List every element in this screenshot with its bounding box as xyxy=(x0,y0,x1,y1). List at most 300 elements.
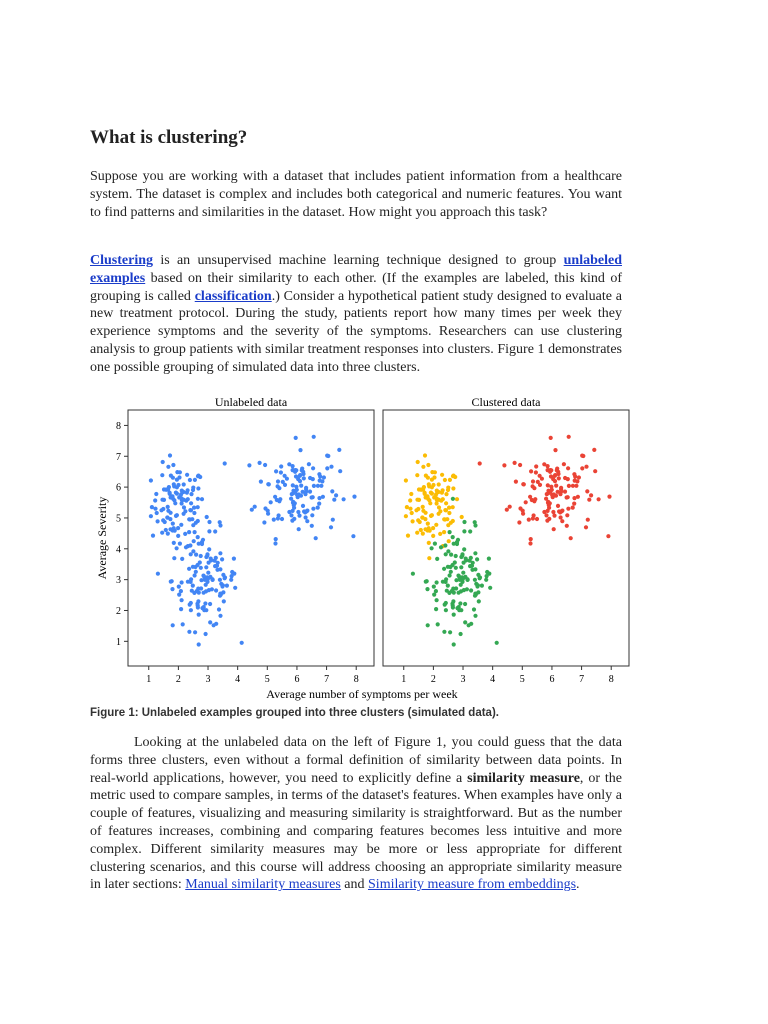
data-point-2-334 xyxy=(473,551,477,555)
chart-title-2: Clustered data xyxy=(471,395,541,409)
data-point-1-325 xyxy=(207,561,211,565)
data-point-1-59 xyxy=(176,534,180,538)
manual-similarity-link[interactable]: Manual similarity measures xyxy=(185,877,341,893)
data-point-1-161 xyxy=(305,519,309,523)
data-point-2-338 xyxy=(470,564,474,568)
data-point-2-115 xyxy=(517,520,521,524)
y-tick-label-3: 3 xyxy=(116,575,121,587)
data-point-2-57 xyxy=(441,497,445,501)
classification-link[interactable]: classification xyxy=(194,288,272,304)
data-point-1-285 xyxy=(197,642,201,646)
data-point-1-232 xyxy=(305,509,309,513)
data-point-2-201 xyxy=(575,479,579,483)
data-point-2-24 xyxy=(409,492,413,496)
data-point-2-369 xyxy=(474,593,478,597)
data-point-2-317 xyxy=(439,545,443,549)
data-point-1-27 xyxy=(189,492,193,496)
data-point-2-62 xyxy=(451,505,455,509)
data-point-1-226 xyxy=(298,473,302,477)
data-point-1-95 xyxy=(169,511,173,515)
data-point-1-191 xyxy=(267,482,271,486)
data-point-2-91 xyxy=(430,485,434,489)
data-point-1-200 xyxy=(294,436,298,440)
data-point-1-31 xyxy=(155,511,159,515)
data-point-2-122 xyxy=(502,463,506,467)
data-point-2-368 xyxy=(452,591,456,595)
data-point-1-62 xyxy=(196,505,200,509)
data-point-1-233 xyxy=(298,448,302,452)
data-point-2-38 xyxy=(415,473,419,477)
data-point-2-139 xyxy=(546,464,550,468)
data-point-1-66 xyxy=(164,528,168,532)
data-point-2-14 xyxy=(448,478,452,482)
data-point-2-233 xyxy=(553,448,557,452)
data-point-1-219 xyxy=(253,505,257,509)
data-point-2-78 xyxy=(424,474,428,478)
data-point-1-274 xyxy=(187,567,191,571)
data-point-1-186 xyxy=(331,518,335,522)
data-point-2-209 xyxy=(587,498,591,502)
data-point-1-57 xyxy=(186,497,190,501)
data-point-2-68 xyxy=(455,497,459,501)
data-point-1-341 xyxy=(199,586,203,590)
data-point-1-231 xyxy=(277,486,281,490)
data-point-1-362 xyxy=(204,583,208,587)
data-point-2-250 xyxy=(463,602,467,606)
data-point-1-291 xyxy=(180,580,184,584)
data-point-1-337 xyxy=(205,552,209,556)
data-point-1-42 xyxy=(153,507,157,511)
data-point-2-189 xyxy=(528,541,532,545)
data-point-2-229 xyxy=(534,470,538,474)
data-point-1-112 xyxy=(325,466,329,470)
data-point-1-118 xyxy=(308,490,312,494)
data-point-2-105 xyxy=(438,532,442,536)
data-point-2-184 xyxy=(529,537,533,541)
data-point-1-322 xyxy=(207,529,211,533)
data-point-2-141 xyxy=(552,514,556,518)
data-point-2-232 xyxy=(560,509,564,513)
data-point-2-190 xyxy=(563,476,567,480)
data-point-2-167 xyxy=(580,454,584,458)
data-point-1-224 xyxy=(295,488,299,492)
data-point-2-244 xyxy=(411,572,415,576)
data-point-2-70 xyxy=(423,517,427,521)
data-point-1-218 xyxy=(338,469,342,473)
data-point-2-276 xyxy=(446,584,450,588)
data-point-1-319 xyxy=(181,622,185,626)
x-tick-label-1-6: 6 xyxy=(294,674,300,685)
data-point-2-335 xyxy=(444,580,448,584)
data-point-1-350 xyxy=(199,578,203,582)
data-point-2-191 xyxy=(522,482,526,486)
data-point-2-207 xyxy=(518,506,522,510)
data-point-2-224 xyxy=(550,488,554,492)
data-point-2-226 xyxy=(553,473,557,477)
x-tick-label-2-5: 5 xyxy=(519,674,525,685)
data-point-1-160 xyxy=(259,480,263,484)
data-point-2-79 xyxy=(460,515,464,519)
data-point-2-304 xyxy=(462,547,466,551)
data-point-1-199 xyxy=(283,474,287,478)
data-point-2-273 xyxy=(454,566,458,570)
data-point-1-314 xyxy=(240,641,244,645)
data-point-2-225 xyxy=(555,468,559,472)
data-point-1-228 xyxy=(291,483,295,487)
data-point-1-250 xyxy=(208,602,212,606)
data-point-2-223 xyxy=(607,495,611,499)
data-point-1-55 xyxy=(196,474,200,478)
data-point-2-351 xyxy=(449,570,453,574)
data-point-1-339 xyxy=(177,593,181,597)
data-point-1-356 xyxy=(202,605,206,609)
data-point-2-187 xyxy=(567,484,571,488)
data-point-2-315 xyxy=(487,572,491,576)
data-point-2-222 xyxy=(584,465,588,469)
data-point-1-79 xyxy=(205,515,209,519)
data-point-1-70 xyxy=(168,517,172,521)
data-point-1-141 xyxy=(297,514,301,518)
data-point-1-260 xyxy=(232,557,236,561)
data-point-1-280 xyxy=(209,557,213,561)
data-point-1-115 xyxy=(262,520,266,524)
data-point-1-355 xyxy=(202,575,206,579)
data-point-2-28 xyxy=(415,531,419,535)
data-point-2-234 xyxy=(546,468,550,472)
data-point-2-100 xyxy=(435,496,439,500)
data-point-2-127 xyxy=(566,466,570,470)
data-point-1-252 xyxy=(193,573,197,577)
data-point-2-238 xyxy=(524,500,528,504)
data-point-1-167 xyxy=(325,454,329,458)
x-tick-label-2-4: 4 xyxy=(490,674,496,685)
data-point-1-247 xyxy=(203,601,207,605)
data-point-2-333 xyxy=(475,584,479,588)
data-point-2-346 xyxy=(435,557,439,561)
data-point-1-272 xyxy=(225,584,229,588)
data-point-1-190 xyxy=(308,476,312,480)
data-point-1-74 xyxy=(187,530,191,534)
data-point-1-338 xyxy=(215,564,219,568)
data-point-1-329 xyxy=(171,623,175,627)
data-point-1-367 xyxy=(196,497,200,501)
data-point-2-312 xyxy=(468,529,472,533)
data-point-1-221 xyxy=(329,525,333,529)
page-title: What is clustering? xyxy=(90,127,248,148)
data-point-1-201 xyxy=(320,479,324,483)
data-point-1-181 xyxy=(266,512,270,516)
data-point-1-336 xyxy=(220,557,224,561)
data-point-1-101 xyxy=(177,475,181,479)
data-point-1-302 xyxy=(177,585,181,589)
data-point-2-7 xyxy=(415,498,419,502)
data-point-1-175 xyxy=(223,461,227,465)
data-point-2-160 xyxy=(514,480,518,484)
data-point-2-347 xyxy=(447,591,451,595)
x-tick-label-1-5: 5 xyxy=(264,674,270,685)
x-tick-label-2-7: 7 xyxy=(579,674,585,685)
data-point-2-236 xyxy=(535,517,539,521)
data-point-2-42 xyxy=(408,507,412,511)
data-point-2-199 xyxy=(538,474,542,478)
data-point-1-253 xyxy=(197,613,201,617)
data-point-2-106 xyxy=(406,534,410,538)
data-point-1-351 xyxy=(194,570,198,574)
data-point-2-52 xyxy=(421,505,425,509)
data-point-1-368 xyxy=(197,591,201,595)
data-point-2-98 xyxy=(416,460,420,464)
data-point-1-361 xyxy=(193,565,197,569)
data-point-1-94 xyxy=(166,465,170,469)
data-point-2-86 xyxy=(444,501,448,505)
data-point-2-27 xyxy=(444,492,448,496)
data-point-2-286 xyxy=(484,578,488,582)
data-point-2-328 xyxy=(452,542,456,546)
data-point-2-350 xyxy=(454,578,458,582)
data-point-1-348 xyxy=(196,605,200,609)
clustering-link[interactable]: Clustering xyxy=(90,253,153,268)
data-point-2-274 xyxy=(442,567,446,571)
data-point-1-47 xyxy=(172,482,176,486)
data-point-1-68 xyxy=(200,497,204,501)
similarity-measure-term: similarity measure xyxy=(467,770,580,786)
data-point-1-343 xyxy=(214,588,218,592)
data-point-1-330 xyxy=(198,560,202,564)
data-point-1-289 xyxy=(187,630,191,634)
data-point-1-331 xyxy=(196,599,200,603)
data-point-1-125 xyxy=(316,506,320,510)
data-point-2-87 xyxy=(435,489,439,493)
data-point-1-90 xyxy=(164,488,168,492)
data-point-2-204 xyxy=(513,461,517,465)
data-point-2-358 xyxy=(463,575,467,579)
data-point-1-23 xyxy=(182,505,186,509)
data-point-1-8 xyxy=(166,532,170,536)
data-point-2-205 xyxy=(565,524,569,528)
data-point-2-178 xyxy=(565,495,569,499)
data-point-2-89 xyxy=(430,470,434,474)
data-point-1-263 xyxy=(178,542,182,546)
para3-text-3: and xyxy=(340,877,369,893)
data-point-1-111 xyxy=(263,463,267,467)
data-point-2-54 xyxy=(434,523,438,527)
x-tick-label-1-3: 3 xyxy=(205,674,211,685)
x-tick-label-1-2: 2 xyxy=(175,674,181,685)
data-point-1-363 xyxy=(188,603,192,607)
data-point-1-366 xyxy=(221,573,225,577)
data-point-2-283 xyxy=(459,632,463,636)
data-point-1-347 xyxy=(192,591,196,595)
unlabeled-examples-link[interactable]: unlabeled examples xyxy=(90,253,622,286)
data-point-1-103 xyxy=(161,518,165,522)
data-point-2-365 xyxy=(444,552,448,556)
definition-paragraph xyxy=(90,252,622,377)
data-point-2-72 xyxy=(423,453,427,457)
data-point-1-243 xyxy=(193,630,197,634)
similarity-paragraph xyxy=(90,734,622,894)
data-point-1-225 xyxy=(300,468,304,472)
data-point-2-356 xyxy=(457,605,461,609)
data-point-2-170 xyxy=(551,510,555,514)
data-point-2-300 xyxy=(473,578,477,582)
data-point-1-61 xyxy=(188,478,192,482)
data-point-2-113 xyxy=(589,493,593,497)
data-point-1-153 xyxy=(279,464,283,468)
data-point-2-84 xyxy=(447,506,451,510)
chart-title-1: Unlabeled data xyxy=(214,395,288,409)
data-point-1-52 xyxy=(166,505,170,509)
data-point-2-355 xyxy=(457,575,461,579)
data-point-2-194 xyxy=(567,435,571,439)
data-point-2-8 xyxy=(421,532,425,536)
data-point-2-94 xyxy=(421,465,425,469)
data-point-1-326 xyxy=(201,538,205,542)
data-point-2-5 xyxy=(404,514,408,518)
data-point-2-241 xyxy=(477,599,481,603)
data-point-1-134 xyxy=(310,513,314,517)
para3-text-2: , or the metric used to compare samples, in terms of the dataset's features. When examples have only a couple of features, visualizing and measuring similarity is straightforward. But as the number of features increases, combining and comparing features becomes less intuitive and more complex. Different similarity measures may be more or less appropriate for different clustering scenarios, and this course will address choosing an appropriate similarity measure in later sections: xyxy=(90,770,623,893)
x-tick-label-1-7: 7 xyxy=(324,674,330,685)
data-point-1-298 xyxy=(204,565,208,569)
data-point-1-273 xyxy=(199,566,203,570)
data-point-1-308 xyxy=(207,520,211,524)
data-point-2-152 xyxy=(529,469,533,473)
data-point-2-149 xyxy=(554,484,558,488)
data-point-1-28 xyxy=(160,531,164,535)
data-point-1-131 xyxy=(317,502,321,506)
data-point-1-5 xyxy=(149,514,153,518)
data-point-2-179 xyxy=(559,489,563,493)
data-point-1-137 xyxy=(322,475,326,479)
data-point-2-361 xyxy=(448,565,452,569)
data-point-1-54 xyxy=(179,523,183,527)
data-point-1-222 xyxy=(329,465,333,469)
data-point-1-287 xyxy=(218,523,222,527)
data-point-1-81 xyxy=(175,492,179,496)
y-tick-label-6: 6 xyxy=(116,482,121,494)
y-tick-label-2: 2 xyxy=(116,605,121,617)
data-point-2-200 xyxy=(549,436,553,440)
data-point-2-175 xyxy=(478,461,482,465)
data-point-2-326 xyxy=(456,538,460,542)
data-point-2-253 xyxy=(452,613,456,617)
data-point-1-205 xyxy=(310,524,314,528)
data-point-2-254 xyxy=(451,535,455,539)
data-point-2-299 xyxy=(473,614,477,618)
data-point-1-132 xyxy=(297,527,301,531)
data-point-1-99 xyxy=(182,482,186,486)
data-point-2-359 xyxy=(424,580,428,584)
data-point-2-331 xyxy=(451,599,455,603)
data-point-1-96 xyxy=(153,498,157,502)
figure-caption: Figure 1: Unlabeled examples grouped into three clusters (simulated data). xyxy=(90,707,499,719)
y-tick-label-4: 4 xyxy=(116,544,121,556)
data-point-1-163 xyxy=(272,518,276,522)
data-point-2-210 xyxy=(552,492,556,496)
embeddings-similarity-link[interactable]: Similarity measure from embeddings xyxy=(368,877,577,893)
y-tick-label-5: 5 xyxy=(116,513,121,525)
data-point-2-128 xyxy=(559,515,563,519)
data-point-1-299 xyxy=(218,614,222,618)
data-point-2-125 xyxy=(571,506,575,510)
data-point-1-102 xyxy=(194,521,198,525)
data-point-2-314 xyxy=(495,641,499,645)
para3-text-1: Looking at the unlabeled data on the left of Figure 1, you could guess that the data forms three clusters, even without a formal definition of similarity between data points. In real-world applications, however, you need to explicitly define a xyxy=(90,735,622,786)
data-point-1-257 xyxy=(170,587,174,591)
data-point-2-260 xyxy=(487,557,491,561)
data-point-2-272 xyxy=(480,584,484,588)
data-point-2-279 xyxy=(430,546,434,550)
data-point-2-219 xyxy=(508,505,512,509)
data-point-2-337 xyxy=(460,552,464,556)
data-point-1-179 xyxy=(304,489,308,493)
data-point-2-329 xyxy=(426,623,430,627)
data-point-2-289 xyxy=(442,630,446,634)
data-point-1-177 xyxy=(314,536,318,540)
data-point-1-324 xyxy=(194,553,198,557)
data-point-1-364 xyxy=(202,591,206,595)
data-point-2-163 xyxy=(527,518,531,522)
data-point-2-153 xyxy=(534,464,538,468)
data-point-1-244 xyxy=(156,572,160,576)
data-point-2-235 xyxy=(556,504,560,508)
data-point-1-182 xyxy=(290,519,294,523)
data-point-1-254 xyxy=(196,535,200,539)
data-point-1-234 xyxy=(291,468,295,472)
data-point-1-332 xyxy=(179,607,183,611)
data-point-2-81 xyxy=(430,492,434,496)
data-point-1-267 xyxy=(206,571,210,575)
data-point-2-285 xyxy=(452,642,456,646)
data-point-1-104 xyxy=(191,488,195,492)
data-point-2-239 xyxy=(530,498,534,502)
para2-text-1: is an unsupervised machine learning technique designed to group xyxy=(153,253,564,268)
data-point-2-108 xyxy=(428,529,432,533)
data-point-2-291 xyxy=(435,580,439,584)
x-tick-label-2-3: 3 xyxy=(460,674,466,685)
data-point-2-30 xyxy=(440,473,444,477)
data-point-2-96 xyxy=(408,498,412,502)
data-point-1-106 xyxy=(151,534,155,538)
data-point-1-293 xyxy=(188,543,192,547)
data-point-1-185 xyxy=(342,497,346,501)
data-point-1-18 xyxy=(172,556,176,560)
plot-area-1 xyxy=(128,410,374,666)
data-point-2-297 xyxy=(454,554,458,558)
data-point-1-217 xyxy=(311,507,315,511)
data-point-2-367 xyxy=(451,497,455,501)
data-point-2-93 xyxy=(445,517,449,521)
data-point-2-230 xyxy=(546,509,550,513)
data-point-2-252 xyxy=(448,573,452,577)
data-point-2-332 xyxy=(434,607,438,611)
data-point-2-156 xyxy=(531,479,535,483)
data-point-2-257 xyxy=(425,587,429,591)
data-point-2-21 xyxy=(427,541,431,545)
data-point-2-88 xyxy=(451,486,455,490)
data-point-2-188 xyxy=(536,480,540,484)
data-point-1-87 xyxy=(180,489,184,493)
data-point-1-317 xyxy=(184,545,188,549)
data-point-2-37 xyxy=(438,509,442,513)
data-point-2-101 xyxy=(432,475,436,479)
data-point-1-241 xyxy=(222,599,226,603)
data-point-1-238 xyxy=(269,500,273,504)
data-point-2-324 xyxy=(449,553,453,557)
data-point-1-147 xyxy=(276,516,280,520)
data-point-1-335 xyxy=(189,580,193,584)
data-point-2-293 xyxy=(443,543,447,547)
